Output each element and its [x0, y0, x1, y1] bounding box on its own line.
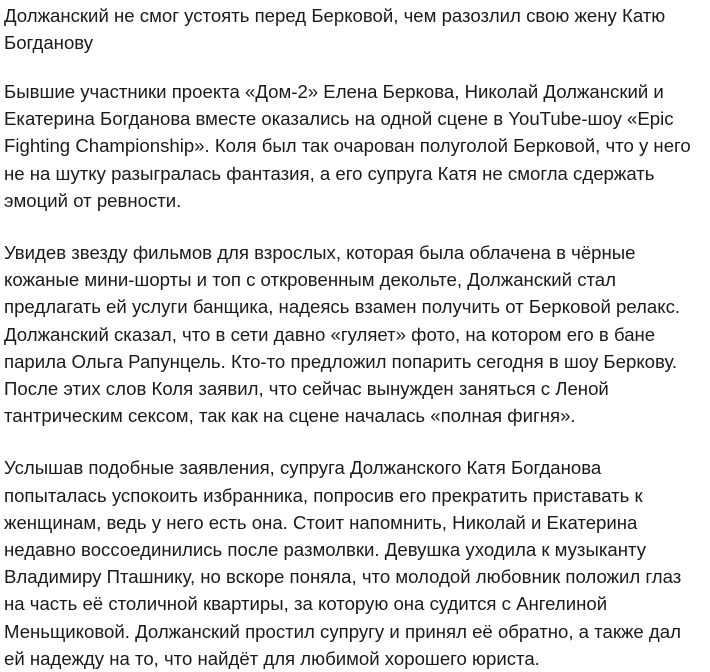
article-paragraph-2: Увидев звезду фильмов для взрослых, которая была облачена в чёрные кожаные мини-шорты и топ с откровенным декольте, Должанский стал предлагать ей услуги банщика, надеясь взамен получить от Берковой релакс. Должанский сказал, что в сети давно «гуляет» фото, на котором его в бане парила Ольга Рапунцель. Кто-то предложил попарить сегодня в шоу Беркову. После этих слов Коля заявил, что сейчас вынужден заняться с Леной тантрическим сексом, так как на сцене началась «полная фигня». [4, 242, 681, 427]
article-title: Должанский не смог устоять перед Берковой, чем разозлил свою жену Катю Богданову [4, 5, 666, 53]
article-paragraph-3: Услышав подобные заявления, супруга Должанского Катя Богданова попыталась успокоить избранника, попросив его прекратить приставать к женщинам, ведь у него есть она. Стоит напомнить, Николай и Екатерина недавно воссоединились после размолвки. Девушка уходила к музыканту Владимиру Пташнику, но вскоре поняла, что молодой любовник положил глаз на часть её столичной квартиры, за которую она судится с Ангелиной Меньщиковой. Должанский простил супругу и принял её обратно, а также дал ей надежду на то, что найдёт для любимой хорошего юриста. [4, 457, 682, 669]
article-paragraph-1: Бывшие участники проекта «Дом-2» Елена Беркова, Николай Должанский и Екатерина Богданова вместе оказались на одной сцене в YouTube-шоу «Epic Fighting Championship». Коля был так очарован полуголой Берковой, что у него не на шутку разыгралась фантазия, а его супруга Катя не смогла сдержать эмоций от ревности. [4, 81, 691, 211]
